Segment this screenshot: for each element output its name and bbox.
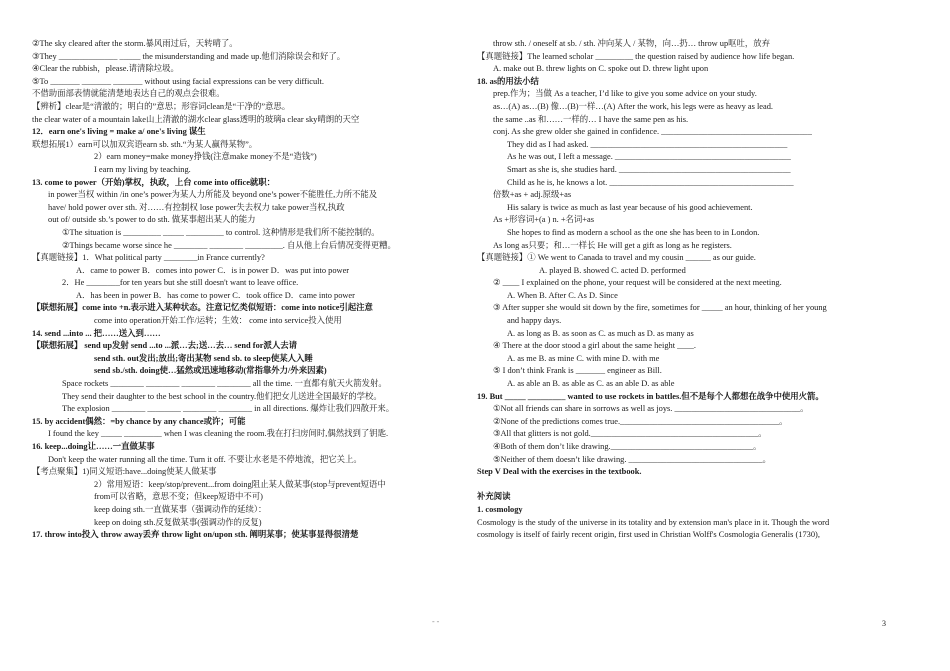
text-line: in power当权 within /in one’s power为某人力所能及 beyond one’s power不能胜任,力所不能及	[48, 190, 378, 200]
text-line: have/ hold power over sth. 对……有控制权 lose power失去权力 take power当权,执政	[48, 202, 345, 212]
text-line: ②Things became worse since he ________ ________ _________. 自从他上台后情况变得更糟。	[62, 240, 396, 250]
text-line: A. as me B. as mine C. with mine D. with me	[507, 353, 660, 363]
text-line: A. When B. After C. As D. Since	[507, 290, 618, 300]
section-heading: 15. by accident偶然：=by chance by any chance或许；可能	[32, 416, 246, 426]
text-line: ①The situation is _________ _____ _________ to control. 这种情形是我们所不能控制的。	[62, 227, 380, 237]
text-line: prep.作为；当做 As a teacher, I’d like to give you some advice on your study.	[493, 89, 757, 99]
text-line: send sth. out发出;放出;寄出某物 send sb. to sleep使某人入睡	[94, 353, 313, 363]
text-line: His salary is twice as much as last year because of his good achievement.	[507, 202, 753, 212]
text-line: 2）常用短语：keep/stop/prevent...from doing阻止某人做某事(stop与prevent短语中	[94, 479, 386, 489]
text-line: from可以省略，意思不变；但keep短语中不可)	[94, 492, 263, 502]
text-line: She hopes to find as modern a school as the one she has been to in London.	[507, 227, 760, 237]
text-line: ④ There at the door stood a girl about the same height ____.	[493, 341, 696, 351]
text-line: As he was out, I left a message. __________________________________________	[507, 152, 791, 162]
text-line: A．came to power B．comes into power C．is in power D．was put into power	[76, 265, 350, 275]
left-column	[32, 38, 458, 542]
text-line: They send their daughter to the best school in the country.他们把女儿送进全国最好的学校。	[62, 391, 382, 401]
text-line: 不借助面部表情就能清楚地表达自己的观点会很难。	[32, 89, 225, 99]
page-number: 3	[882, 619, 886, 628]
text-line: As long as只要；和…一样长 He will get a gift as long as he registers.	[493, 240, 732, 250]
text-line: Don't keep the water running all the time. Turn it off. 不要让水老是不停地流，把它关上。	[48, 454, 362, 464]
text-line: 【联想拓展】come into +n.表示进入某种状态。注意记忆类似短语：come into notice引起注意	[32, 303, 373, 313]
section-heading: 17. throw into投入 throw away丢弃 throw light on/upon sth. 阐明某事；使某事显得很清楚	[32, 530, 359, 540]
text-line: the clear water of a mountain lake山上清澈的湖水clear glass透明的玻璃a clear sky晴朗的天空	[32, 114, 360, 124]
text-line: ②The sky cleared after the storm.暴风雨过后，天转晴了。	[32, 39, 238, 48]
text-line: ⑤To _______ _______ _______ without using facial expressions can be very difficult.	[32, 76, 324, 86]
text-line: send sb./sth. doing使…猛然或迅速地移动(常指靠外力/外来因素)	[94, 366, 327, 376]
text-line: ④Both of them don’t like drawing.__________________________________。	[493, 442, 762, 451]
text-line: 【辨析】clear是“清澈的；明白的”意思；形容词clean是“干净的”意思。	[32, 101, 291, 111]
section-heading: 16. keep...doing让……一直做某事	[32, 442, 155, 451]
text-line: come into operation开始工作/运转；生效： come into service投入使用	[94, 316, 342, 326]
text-line: conj. As she grew older she gained in confidence. ____________________________________	[493, 127, 812, 137]
text-line: I found the key _____ _________ when I was cleaning the room.我在打扫房间时,偶然找到了钥匙.	[48, 429, 389, 439]
reading-paragraph-line: Cosmology is the study of the universe in its totality and by extension man's place in it. Though the word	[477, 517, 830, 527]
text-line: 联想拓展1）earn可以加双宾语earn sb. sth.“为某人赢得某物”。	[32, 139, 258, 149]
text-line: out of/ outside sb.’s power to do sth. 做某事超出某人的能力	[48, 215, 256, 225]
text-line: ③ After supper she would sit down by the fire, sometimes for _____ an hour, thinking of her young	[493, 303, 827, 313]
text-line: A. played B. showed C. acted D. performed	[539, 265, 686, 275]
text-line: 【考点聚集】1)同义短语:have...doing使某人做某事	[32, 467, 217, 477]
text-line: ③All that glitters is not gold.________________________________________。	[493, 429, 767, 439]
text-line: A. as long as B. as soon as C. as much as D. as many as	[507, 328, 694, 338]
section-heading: 19. But _____ _________ wanted to use rockets in battles.但不是每个人都想在战争中使用火箭。	[477, 391, 824, 401]
text-line: 【真题链接】1．What political party ________in France currently?	[32, 253, 265, 263]
section-heading: 12．earn one's living = make a/ one's living 谋生	[32, 127, 206, 137]
section-heading: 14. send ...into ... 把……送入到……	[32, 328, 161, 338]
text-line: They did as I had asked. _______________________________________________	[507, 139, 788, 149]
text-line: ②None of the predictions comes true.______________________________________。	[493, 416, 788, 426]
section-heading: 13. come to power（开始)掌权，执政，上台 come into office就职：	[32, 177, 276, 187]
text-line: 2．He ________for ten years but she still doesn't want to leave office.	[62, 278, 299, 288]
text-line: throw sth. / oneself at sb. / sth. 冲向某人 / 某物，向…扔… throw up呕吐，放弃	[493, 39, 771, 48]
text-line: A. as able an B. as able as C. as an able D. as able	[507, 379, 675, 389]
text-line: keep doing sth.一直做某事（强调动作的延续）：	[94, 504, 267, 514]
text-line: keep on doing sth.反复做某事(强调动作的反复)	[94, 517, 262, 527]
text-line: As +形容词+(a ) n. +名词+as	[493, 215, 595, 225]
text-line: 【联想拓展】 send up发射 send ...to ...派…去;送…去… send for派人去请	[32, 341, 297, 351]
supplementary-reading-title: 补充阅读	[477, 492, 511, 502]
footer-mark: - -	[432, 617, 440, 626]
text-line: ①Not all friends can share in sorrows as well as joys. ______________________________。	[493, 404, 809, 414]
reading-subtitle: 1. cosmology	[477, 504, 523, 514]
text-line: ② ____ I explained on the phone, your request will be considered at the next meeting.	[493, 278, 782, 288]
text-line: Child as he is, he knows a lot. ____________________________________________	[507, 177, 794, 187]
text-line: 【真题链接】① We went to Canada to travel and my cousin ______ as our guide.	[477, 253, 756, 263]
text-line: A．has been in power B．has come to power C．took office D．came into power	[76, 290, 355, 300]
text-line: ⑤ I don’t think Frank is _______ engineer as Bill.	[493, 366, 662, 376]
text-line: ③They ______________ _____ the misunderstanding and made up.他们消除误会和好了。	[32, 51, 346, 61]
text-line: 倍数+as + adj.原级+as	[493, 190, 572, 200]
text-line: I earn my living by teaching.	[94, 164, 191, 174]
text-line: 2）earn money=make money挣钱(注意make money不是“造钱”)	[94, 152, 317, 162]
text-line: ⑤Neither of them doesn’t like drawing. ________________________________。	[493, 454, 771, 464]
text-line: The explosion ________ ________ ________ ________ in all directions. 爆炸让我们四散开来。	[62, 404, 395, 414]
text-line: Space rockets ________ ________ ________ ________ all the time. 一直都有航天火箭发射。	[62, 379, 387, 389]
step-heading: Step V Deal with the exercises in the textbook.	[477, 467, 642, 477]
right-column	[477, 38, 920, 542]
text-line: as…(A) as…(B) 像…(B)一样…(A) After the work, his legs were as heavy as lead.	[493, 101, 774, 111]
text-line: A. make out B. threw lights on C. spoke out D. threw light upon	[493, 64, 709, 74]
text-line: ④Clear the rubbish，please.请清除垃圾。	[32, 64, 179, 74]
reading-paragraph-line: cosmology is itself of fairly recent origin, first used in Christian Wolff's Cosmologia Generalis (1730),	[477, 530, 820, 540]
text-line: the same ..as 和……一样的… I have the same pen as his.	[493, 114, 689, 124]
text-line: 【真题链接】The learned scholar _________ the question raised by audience how life began.	[477, 51, 795, 61]
section-heading: 18. as的用法小结	[477, 76, 539, 86]
text-line: Smart as she is, she studies hard. _________________________________________	[507, 164, 791, 174]
blank-line	[477, 479, 920, 492]
text-line: and happy days.	[507, 316, 562, 326]
